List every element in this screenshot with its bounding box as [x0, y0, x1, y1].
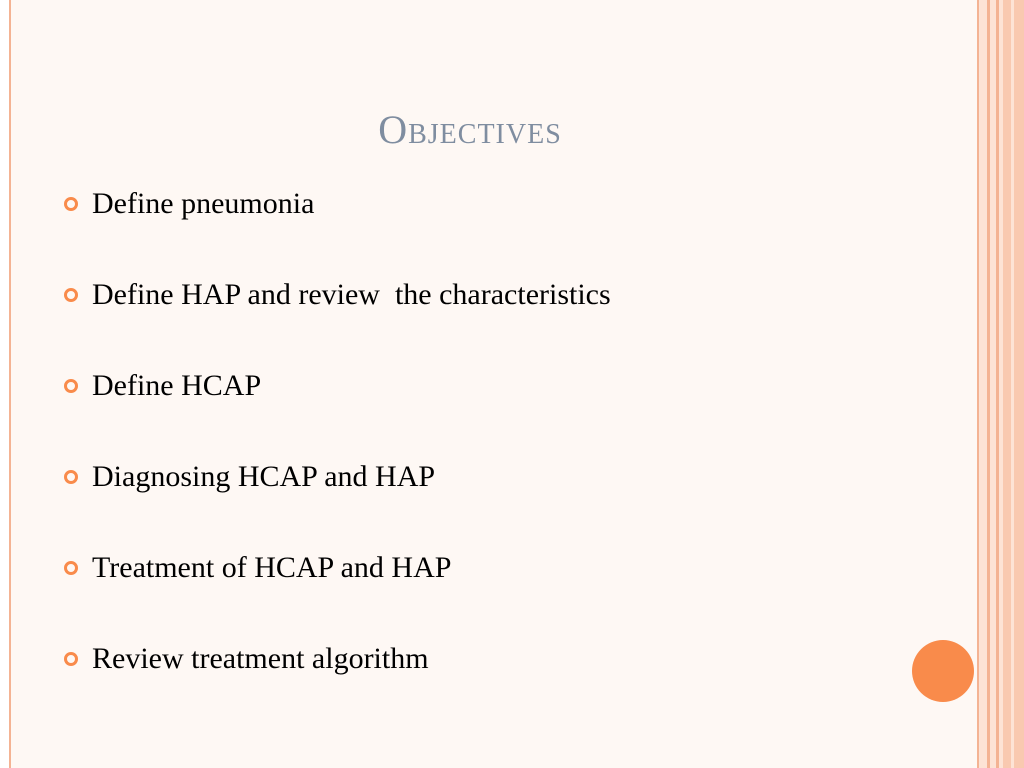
bullet-circle-icon	[64, 470, 78, 484]
bullet-text: Define HCAP	[92, 369, 262, 402]
bullet-circle-icon	[64, 652, 78, 666]
bullet-circle-icon	[64, 561, 78, 575]
bullet-text: Review treatment algorithm	[92, 642, 429, 675]
right-border-stripe	[1003, 0, 1011, 768]
slide-title: Objectives	[378, 107, 562, 152]
bullet-text: Diagnosing HCAP and HAP	[92, 460, 436, 493]
bullet-item	[64, 271, 924, 362]
bullet-circle-icon	[64, 197, 78, 211]
bullet-list	[64, 180, 924, 726]
bullet-item	[64, 635, 924, 726]
bullet-circle-icon	[64, 288, 78, 302]
bullet-circle-icon	[64, 379, 78, 393]
bullet-item	[64, 453, 924, 544]
bullet-item	[64, 180, 924, 271]
right-border-stripe	[1014, 0, 1024, 768]
decorative-circle-icon	[912, 640, 974, 702]
bullet-item	[64, 544, 924, 635]
right-border-stripe	[979, 0, 987, 768]
bullet-text: Define HAP and review the characteristics	[92, 278, 611, 311]
bullet-item	[64, 362, 924, 453]
bullet-text: Treatment of HCAP and HAP	[92, 551, 452, 584]
bullet-text: Define pneumonia	[92, 187, 315, 220]
